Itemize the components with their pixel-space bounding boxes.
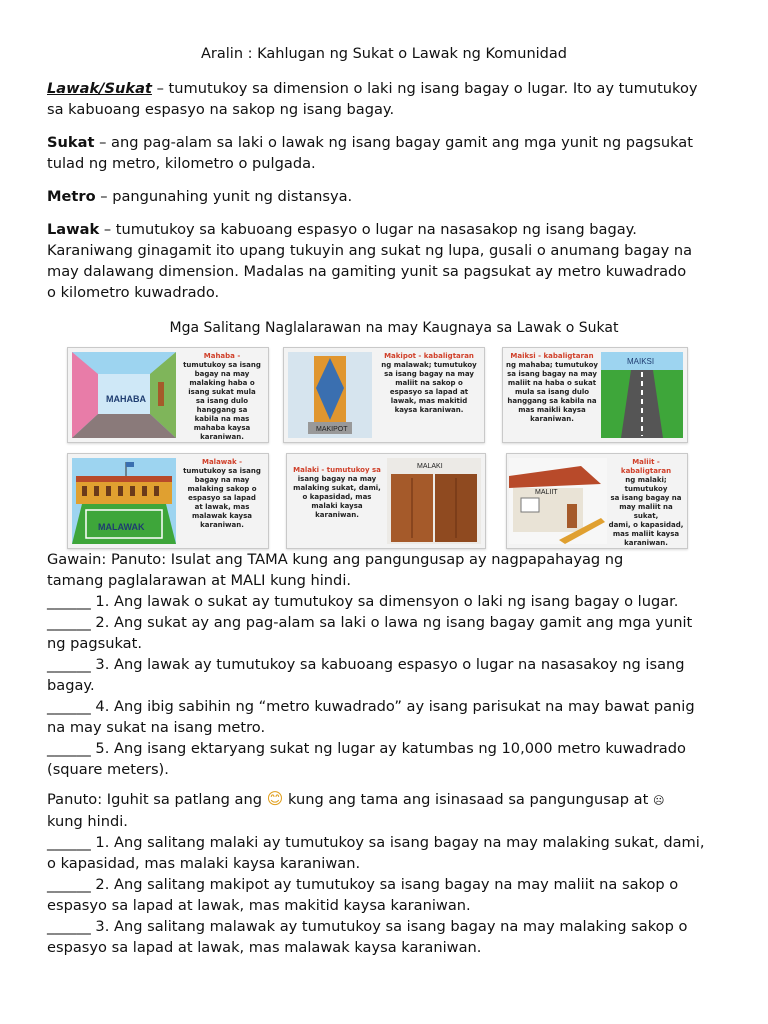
card-description: Maiksi - kabaligtaran ng mahaba; tumutukoy sa isang bagay na may maliit na haba o sukat mula sa isang dulo hanggang sa kabila na mas maikli kaysa karaniwan. [506,352,598,423]
mahaba-hallway-illustration [72,352,176,438]
list-item: ______ 2. Ang sukat ay ang pag-alam sa laki o lawa ng isang bagay gamit ang mga yunit ng pagsukat. [47,614,693,652]
definition-sukat: Sukat – ang pag-alam sa laki o lawak ng isang bagay gamit ang mga yunit ng pagsukat tulad ng metro, kilometro o pulgada. [47,134,693,172]
card-makipot [283,347,485,443]
card-maiksi [502,347,688,443]
lesson-title: Aralin : Kahlugan ng Sukat o Lawak ng Komunidad [201,46,567,62]
smiley-icon: 😊 [266,789,284,808]
answer-blank[interactable]: ______ [47,698,91,715]
card-malawak [67,453,269,549]
card-description: Malawak - tumutukoy sa isang bagay na may malaking sakop o espasyo sa lapad at lawak, mas malawak kaysa karaniwan. [183,458,261,529]
card-mahaba [67,347,269,443]
answer-blank[interactable]: ______ [47,593,91,610]
card-description: Makipot - kabaligtaran ng malawak; tumutukoy sa isang bagay na may maliit na sakop o espasyo sa lapad at lawak, mas makitid kaysa karaniwan. [381,352,477,414]
panuto-section [47,788,727,958]
card-maliit [506,453,688,549]
maiksi-road-illustration [601,352,683,438]
gawain-instruction: Gawain: Panuto: Isulat ang TAMA kung ang pangungusap ay nagpapahayag ng tamang paglalarawan at MALI kung hindi. [47,551,624,589]
definition-text: ang pag-alam sa laki o lawak ng isang bagay gamit ang mga yunit ng pagsukat [111,134,693,151]
answer-blank[interactable]: ______ [47,740,91,757]
card-description: Malaki - tumutukoy sa isang bagay na may malaking sukat, dami, o kapasidad, mas malaki kaysa karaniwan. [293,466,381,519]
list-item: ______ 3. Ang salitang malawak ay tumutukoy sa isang bagay na may malaking sakop o espasyo sa lapad at lawak, mas malawak kaysa karaniwan. [47,918,688,956]
definition-text: sa kabuoang espasyo na sakop ng isang bagay. [47,101,395,118]
card-malaki [286,453,486,549]
term-lawak-sukat: Lawak/Sukat [47,80,152,97]
answer-blank[interactable]: ______ [47,918,91,935]
answer-blank[interactable]: ______ [47,614,91,631]
term-metro: Metro [47,188,96,205]
gawain-section [47,549,727,780]
list-item: ______ 3. Ang lawak ay tumutukoy sa kabuoang espasyo o lugar na nasasakoy ng isang bagay. [47,656,685,694]
pic-label-maliit: MALIIT [535,489,558,496]
pic-label-makipot: MAKIPOT [316,426,348,433]
makipot-doorway-illustration [288,352,372,438]
malaki-gate-illustration [387,458,481,544]
definition-lawak: Lawak – tumutukoy sa kabuoang espasyo o lugar na nasasakop ng isang bagay. Karaniwang ginagamit ito upang tukuyin ang sukat ng lupa, gusali o anumang bagay na may dalawang dimension. Madalas na gamiting yunit sa pagsukat ay metro kuwadrado o kilometro kuwadrado. [47,221,693,301]
term-lawak: Lawak [47,221,100,238]
definition-lawak-sukat: Lawak/Sukat – tumutukoy sa dimension o laki ng isang bagay o lugar. Ito ay tumutukoy sa kabuoang espasyo na sakop ng isang bagay. [47,80,698,118]
definition-metro: Metro – pangunahing yunit ng distansya. [47,188,353,205]
list-item: ______ 1. Ang salitang malaki ay tumutukoy sa isang bagay na may malaking sukat, dami, o kapasidad, mas malaki kaysa karaniwan. [47,834,705,872]
answer-blank[interactable]: ______ [47,876,91,893]
pic-label-mahaba: MAHABA [106,394,146,404]
list-item: ______ 5. Ang isang ektaryang sukat ng lugar ay katumbas ng 10,000 metro kuwadrado (square meters). [47,740,686,778]
definition-text: tulad ng metro, kilometro o pulgada. [47,155,316,172]
list-item: ______ 2. Ang salitang makipot ay tumutukoy sa isang bagay na may maliit na sakop o espasyo sa lapad at lawak, mas makitid kaysa karaniwan. [47,876,679,914]
definition-text: tumutukoy sa dimension o laki ng isang bagay o lugar. Ito ay tumutukoy [168,80,698,97]
pic-label-malawak: MALAWAK [98,522,145,532]
list-item: ______ 4. Ang ibig sabihin ng “metro kuwadrado” ay isang parisukat na may bawat panig na may sukat na isang metro. [47,698,695,736]
words-section-title: Mga Salitang Naglalarawan na may Kaugnaya sa Lawak o Sukat [169,320,619,336]
card-description: Maliit - kabaligtaran ng malaki; tumutukoy sa isang bagay na may maliit na sukat, dami, o kapasidad, mas maliit kaysa karaniwan. [608,458,684,547]
answer-blank[interactable]: ______ [47,656,91,673]
list-item: ______ 1. Ang lawak o sukat ay tumutukoy sa dimensyon o laki ng isang bagay o lugar. [47,593,679,610]
card-description: Mahaba - tumutukoy sa isang bagay na may malaking haba o isang sukat mula sa isang dulo hanggang sa kabila na mas mahaba kaysa karaniwan. [183,352,261,441]
maliit-house-illustration [509,458,607,544]
panuto-instruction: Panuto: Iguhit sa patlang ang 😊 kung ang tama ang isinasaad sa pangungusap at ☹ kung hindi. [47,789,665,830]
frown-icon: ☹ [653,794,665,807]
term-sukat: Sukat [47,134,95,151]
pic-label-maiksi: MAIKSI [627,357,655,366]
definition-text: pangunahing yunit ng distansya. [112,188,353,205]
pic-label-malaki: MALAKI [417,463,443,470]
answer-blank[interactable]: ______ [47,834,91,851]
malawak-field-illustration [72,458,176,544]
